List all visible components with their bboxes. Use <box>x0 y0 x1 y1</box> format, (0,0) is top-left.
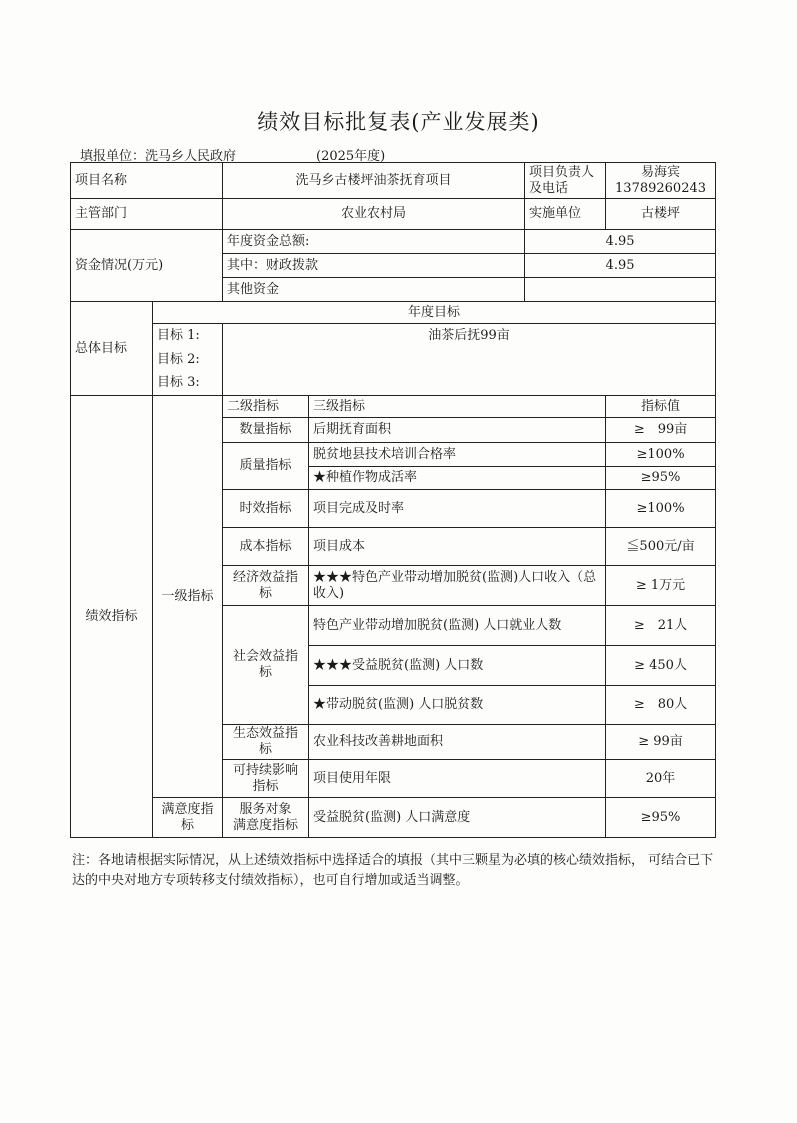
timeliness-ind: 项目完成及时率 <box>309 490 606 528</box>
funds-fiscal-label: 其中：财政拨款 <box>223 254 525 278</box>
impl-unit-value: 古楼坪 <box>606 199 716 230</box>
goal-1-label: 目标 1: <box>153 324 223 348</box>
footnote: 注：各地请根据实际情况，从上述绩效指标中选择适合的填报（其中三颗星为必填的核心绩效指标， 可结合已下达的中央对地方专项转移支付绩效指标），也可自行增加或适当调整。 <box>72 853 714 888</box>
quality-indicator: 质量指标 <box>223 443 309 490</box>
goal-1-value: 油茶后抚99亩 <box>223 324 716 396</box>
funds-total-value: 4.95 <box>525 230 716 254</box>
quantity-indicator: 数量指标 <box>223 418 309 443</box>
annual-goals-header: 年度目标 <box>153 302 716 324</box>
perf-indicators-label: 绩效指标 <box>71 396 153 838</box>
social-ind-3: ★带动脱贫(监测) 人口脱贫数 <box>309 686 606 725</box>
funds-fiscal-value: 4.95 <box>525 254 716 278</box>
quality-val-2: ≥95% <box>606 467 716 490</box>
overall-goals-label: 总体目标 <box>71 302 153 396</box>
ecology-ind: 农业科技改善耕地面积 <box>309 725 606 760</box>
sustain-ind: 项目使用年限 <box>309 760 606 798</box>
timeliness-val: ≥100% <box>606 490 716 528</box>
reporting-unit: 填报单位：洗马乡人民政府 <box>80 149 237 164</box>
ecology-indicator: 生态效益指标 <box>223 725 309 760</box>
sustain-val: 20年 <box>606 760 716 798</box>
social-val-1: ≥ 21人 <box>606 606 716 646</box>
impl-unit-label: 实施单位 <box>525 199 606 230</box>
sustain-indicator: 可持续影响指标 <box>223 760 309 798</box>
project-name-value: 洗马乡古楼坪油茶抚育项目 <box>223 163 525 199</box>
quality-ind-2: ★种植作物成活率 <box>309 467 606 490</box>
ecology-val: ≥ 99亩 <box>606 725 716 760</box>
col-level3-header: 三级指标 <box>309 396 606 418</box>
cost-val: ≦500元/亩 <box>606 528 716 566</box>
project-owner-value: 易海宾13789260243 <box>606 163 716 199</box>
page-title: 绩效目标批复表(产业发展类) <box>257 110 540 134</box>
quantity-val: ≥ 99亩 <box>606 418 716 443</box>
funds-other-value <box>525 278 716 302</box>
funds-total-label: 年度资金总额: <box>223 230 525 254</box>
report-year: (2025年度) <box>316 149 386 164</box>
approval-table <box>70 162 716 838</box>
social-ind-1: 特色产业带动增加脱贫(监测) 人口就业人数 <box>309 606 606 646</box>
social-ind-2: ★★★受益脱贫(监测) 人口数 <box>309 646 606 686</box>
level1-indicator-label: 一级指标 <box>153 396 223 798</box>
quality-val-1: ≥100% <box>606 443 716 467</box>
funds-other-label: 其他资金 <box>223 278 525 302</box>
cost-indicator: 成本指标 <box>223 528 309 566</box>
social-val-3: ≥ 80人 <box>606 686 716 725</box>
quantity-ind: 后期抚育面积 <box>309 418 606 443</box>
goal-2-label: 目标 2: <box>153 348 223 372</box>
economic-indicator: 经济效益指标 <box>223 566 309 606</box>
dept-label: 主管部门 <box>71 199 223 230</box>
goal-3-label: 目标 3: <box>153 372 223 396</box>
satisfaction-ind: 受益脱贫(监测) 人口满意度 <box>309 798 606 838</box>
economic-val: ≥ 1万元 <box>606 566 716 606</box>
satisfaction-val: ≥95% <box>606 798 716 838</box>
project-owner-label: 项目负责人及电话 <box>525 163 606 199</box>
dept-value: 农业农村局 <box>223 199 525 230</box>
col-value-header: 指标值 <box>606 396 716 418</box>
project-name-label: 项目名称 <box>71 163 223 199</box>
cost-ind: 项目成本 <box>309 528 606 566</box>
satisfaction-level1: 满意度指标 <box>153 798 223 838</box>
col-level2-header: 二级指标 <box>223 396 309 418</box>
satisfaction-indicator: 服务对象 满意度指标 <box>223 798 309 838</box>
social-val-2: ≥ 450人 <box>606 646 716 686</box>
timeliness-indicator: 时效指标 <box>223 490 309 528</box>
funds-label: 资金情况(万元) <box>71 230 223 302</box>
social-indicator: 社会效益指标 <box>223 606 309 725</box>
quality-ind-1: 脱贫地县技术培训合格率 <box>309 443 606 467</box>
economic-ind: ★★★特色产业带动增加脱贫(监测)人口收入（总收入) <box>309 566 606 606</box>
